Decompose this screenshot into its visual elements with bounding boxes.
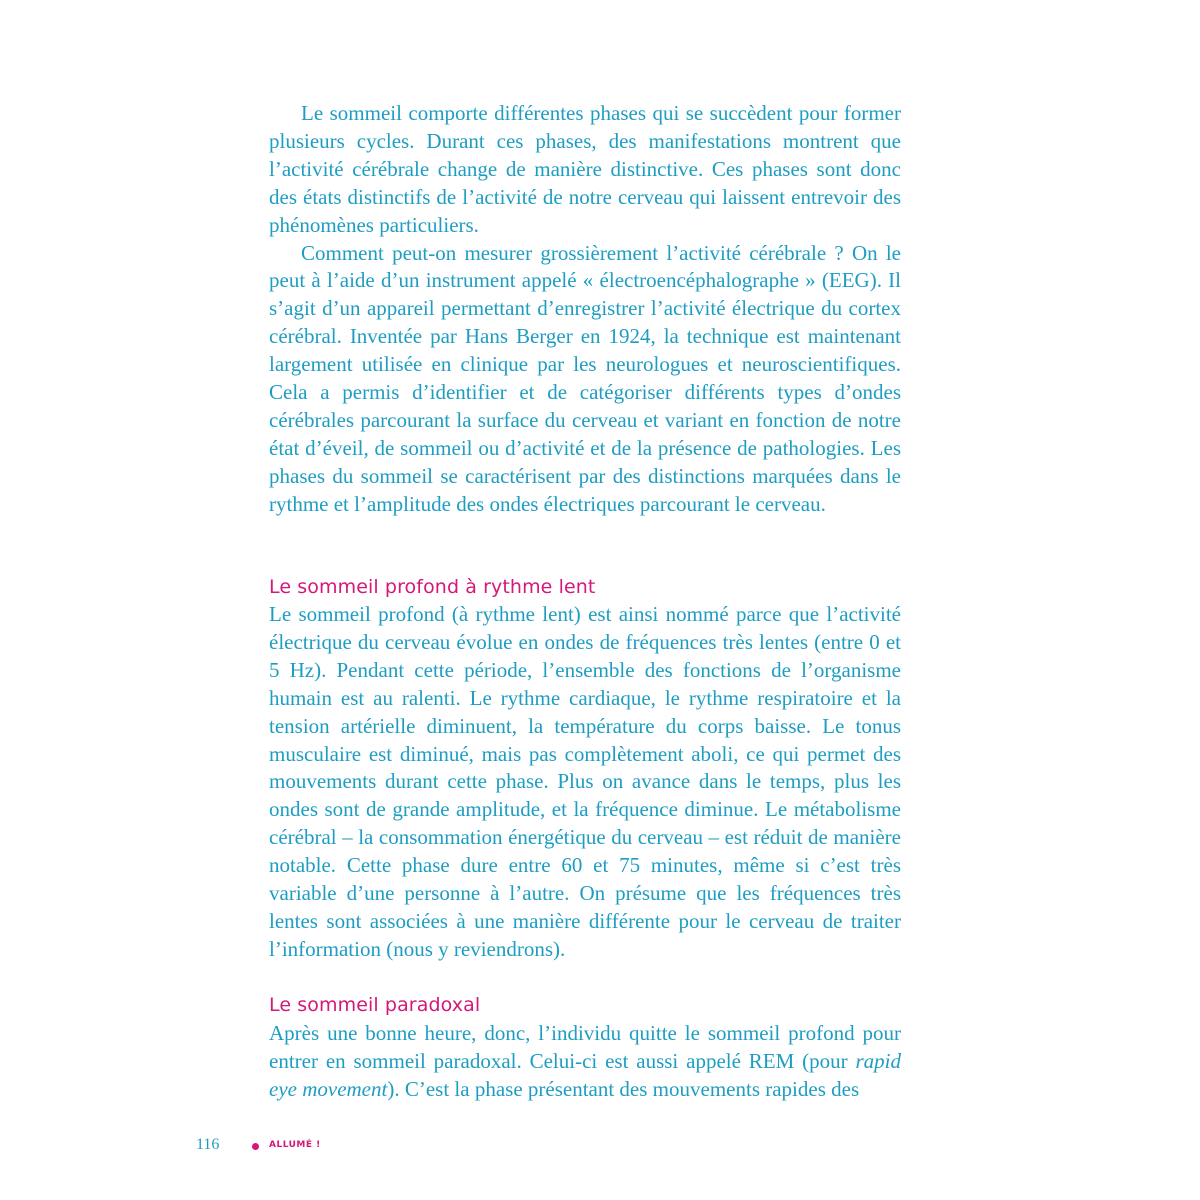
intro-paragraph-1: Le sommeil comporte différentes phases qui se succèdent pour former plusieurs cycles. Durant ces phases, des manifestations montrent que l’activité cérébrale change de manière distinctive. Ces phases sont donc des états distinctifs de l’activité de notre cerveau qui laissent entrevoir des phénomènes particuliers. (269, 101, 901, 237)
deep-sleep-paragraph: Le sommeil profond (à rythme lent) est ainsi nommé parce que l’activité électrique du cerveau évolue en ondes de fréquences très lentes (entre 0 et 5 Hz). Pendant cette période, l’ensemble des fonctions de l’organisme humain est au ralenti. Le rythme cardiaque, le rythme respiratoire et la tension artérielle diminuent, la température du corps baisse. Le tonus musculaire est diminué, mais pas complètement aboli, ce qui permet des mouvements durant cette phase. Plus on avance dans le temps, plus les ondes sont de grande amplitude, et la fréquence diminue. Le métabolisme cérébral – la consommation énergétique du cerveau – est réduit de manière notable. Cette phase dure entre 60 et 75 minutes, même si c’est très variable d’une personne à l’autre. On présume que les fréquences très lentes sont associées à une manière différente pour le cerveau de traiter l’information (nous y reviendrons). (269, 602, 901, 961)
paradoxal-italic-term: rapid eye movement (269, 1048, 901, 1101)
page-number: 116 (196, 1136, 220, 1153)
section-deep-sleep-text (269, 601, 901, 964)
paradoxal-text-end: ). C’est la phase présentant des mouvements rapides des (387, 1076, 860, 1101)
paradoxal-text-start: Après une bonne heure, donc, l’individu quitte le sommeil profond pour entrer en sommeil paradoxal. Celui-ci est aussi appelé REM (pour (269, 1021, 901, 1073)
intro-text (269, 100, 901, 519)
paradoxal-sleep-paragraph (269, 1020, 901, 1104)
section-heading-paradoxal-sleep: Le sommeil paradoxal (269, 994, 481, 1016)
section-heading-deep-sleep: Le sommeil profond à rythme lent (269, 576, 596, 598)
section-paradoxal-sleep-text (269, 1020, 901, 1104)
running-footer-book-title: ALLUMÉ ! (269, 1140, 321, 1150)
bullet-dot-icon (252, 1143, 259, 1150)
intro-paragraph-2: Comment peut-on mesurer grossièrement l’activité cérébrale ? On le peut à l’aide d’un instrument appelé « électroencéphalographe » (EEG). Il s’agit d’un appareil permettant d’enregistrer l’activité électrique du cortex cérébral. Inventée par Hans Berger en 1924, la technique est maintenant largement utilisée en clinique par les neurologues et neuroscientifiques. Cela a permis d’identifier et de catégoriser différents types d’ondes cérébrales parcourant la surface du cerveau et variant en fonction de notre état d’éveil, de sommeil ou d’activité et de la présence de pathologies. Les phases du sommeil se caractérisent par des distinctions marquées dans le rythme et l’amplitude des ondes électriques parcourant le cerveau. (269, 240, 901, 516)
